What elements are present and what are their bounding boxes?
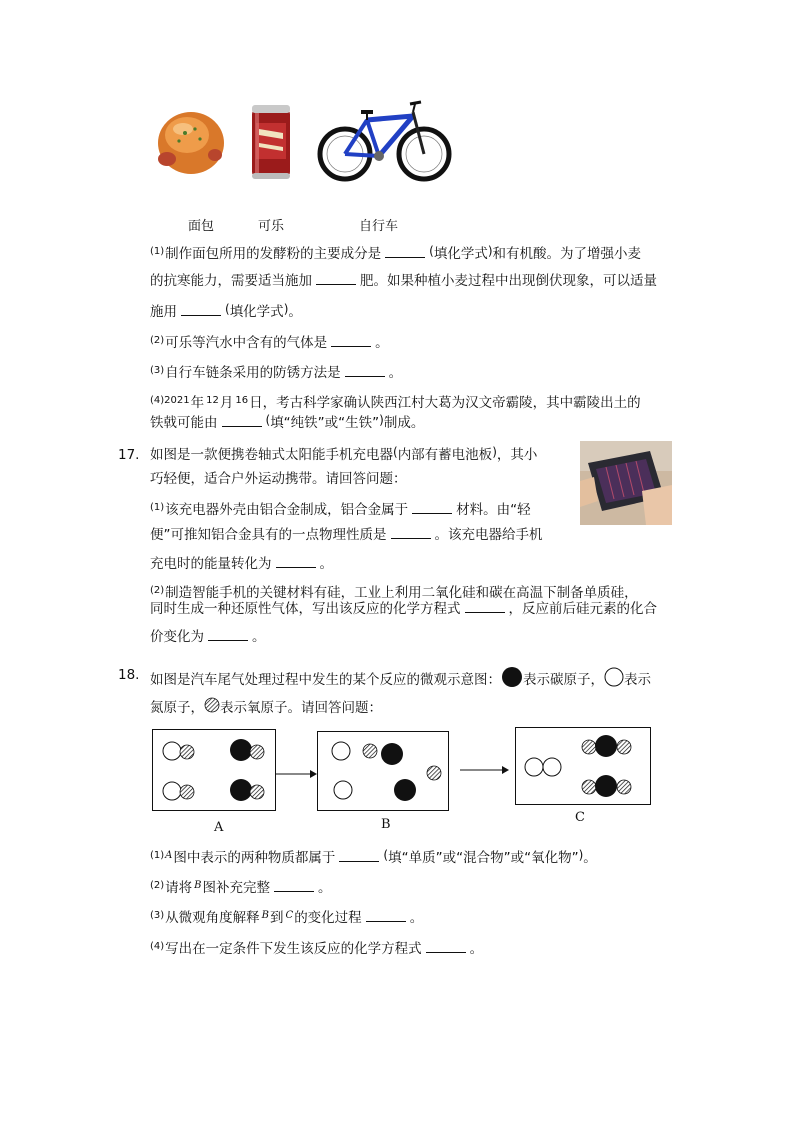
- q16-part2: $^{(2)}$可乐等汽水中含有的气体是 。: [150, 335, 389, 351]
- q17-number: 17.: [118, 447, 140, 463]
- bread-image: [155, 103, 227, 179]
- q17-part1-line2: 便”可推知铝合金具有的一点物理性质是 。该充电器给手机: [150, 527, 543, 543]
- q16-part1-line1: $^{(1)}$制作面包所用的发酵粉的主要成分是 (填化学式)和有机酸。为了增强小麦: [150, 244, 642, 262]
- q18-part3: $^{(3)}$从微观角度解释 $^B$到 $^C$的变化过程 。: [150, 910, 424, 926]
- q16-part4-line1: $^{(4)2021}$年 $^{12}$月 $^{16}$日，考古科学家确认陕西江村大葛为汉文帝霸陵，其中霸陵出土的: [150, 395, 641, 411]
- q17-part2-line1: $^{(2)}$制造智能手机的关键材料有硅，工业上利用二氧化硅和碳在高温下制备单质硅，: [150, 585, 638, 601]
- answer-blank[interactable]: [316, 272, 356, 285]
- answer-blank[interactable]: [391, 526, 431, 539]
- q16-part4-line2: 铁戟可能由 (填“纯铁”或“生铁”)制成。: [150, 413, 425, 431]
- diagram-label-c: C: [575, 810, 585, 825]
- answer-blank[interactable]: [276, 555, 316, 568]
- diagram-label-b: B: [381, 817, 391, 832]
- answer-blank[interactable]: [412, 501, 452, 514]
- diagram-label-a: A: [214, 820, 224, 835]
- answer-blank[interactable]: [426, 940, 466, 953]
- cola-can-image: [249, 103, 293, 181]
- answer-blank[interactable]: [181, 303, 221, 316]
- arrow-b-to-c: [460, 760, 510, 770]
- q17-intro-line1: 如图是一款便携卷轴式太阳能手机充电器(内部有蓄电池板)，其小: [150, 445, 538, 463]
- carbon-atom-icon: [501, 666, 523, 688]
- bicycle-image: [317, 98, 452, 186]
- cola-caption: 可乐: [258, 219, 285, 234]
- q18-part4: $^{(4)}$写出在一定条件下发生该反应的化学方程式 。: [150, 941, 484, 957]
- q18-intro-line2: 氮原子， 表示氧原子。请回答问题：: [150, 697, 382, 717]
- bread-caption: 面包: [188, 219, 215, 234]
- answer-blank[interactable]: [222, 414, 262, 427]
- q16-part3: $^{(3)}$自行车链条采用的防锈方法是 。: [150, 365, 403, 381]
- diagram-box-a: [152, 729, 276, 811]
- answer-blank[interactable]: [274, 879, 314, 892]
- q17-part2-line3: 价变化为 。: [150, 629, 266, 645]
- q17-part2-line2: 同时生成一种还原性气体，写出该反应的化学方程式 ，反应前后硅元素的化合: [150, 601, 657, 617]
- q18-part1: $^{(1)A}$图中表示的两种物质都属于 (填“单质”或“混合物”或“氧化物”)。: [150, 848, 597, 866]
- answer-blank[interactable]: [465, 600, 505, 613]
- diagram-box-b: [317, 731, 449, 811]
- answer-blank[interactable]: [366, 909, 406, 922]
- nitrogen-atom-icon: [604, 667, 624, 687]
- q17-intro-line2: 巧轻便，适合户外运动携带。请回答问题：: [150, 471, 407, 487]
- q18-intro-line1: 如图是汽车尾气处理过程中发生的某个反应的微观示意图： 表示碳原子， 表示: [150, 666, 651, 689]
- answer-blank[interactable]: [345, 364, 385, 377]
- arrow-a-to-b: [276, 764, 318, 774]
- q16-part1-line3: 施用 (填化学式)。: [150, 302, 302, 320]
- oxygen-atom-icon: [204, 697, 220, 713]
- q16-part1-line2: 的抗寒能力，需要适当施加 肥。如果种植小麦过程中出现倒伏现象，可以适量: [150, 273, 657, 289]
- bicycle-caption: 自行车: [359, 219, 399, 234]
- diagram-box-c: [515, 727, 651, 805]
- q18-number: 18.: [118, 667, 140, 683]
- answer-blank[interactable]: [385, 245, 425, 258]
- q17-part1-line1: $^{(1)}$该充电器外壳由铝合金制成，铝合金属于 材料。由“轻: [150, 502, 531, 518]
- answer-blank[interactable]: [331, 334, 371, 347]
- q17-part1-line3: 充电时的能量转化为 。: [150, 556, 333, 572]
- q18-part2: $^{(2)}$请将 $^B$图补充完整 。: [150, 880, 332, 896]
- solar-charger-image: [580, 441, 672, 525]
- answer-blank[interactable]: [208, 628, 248, 641]
- answer-blank[interactable]: [339, 849, 379, 862]
